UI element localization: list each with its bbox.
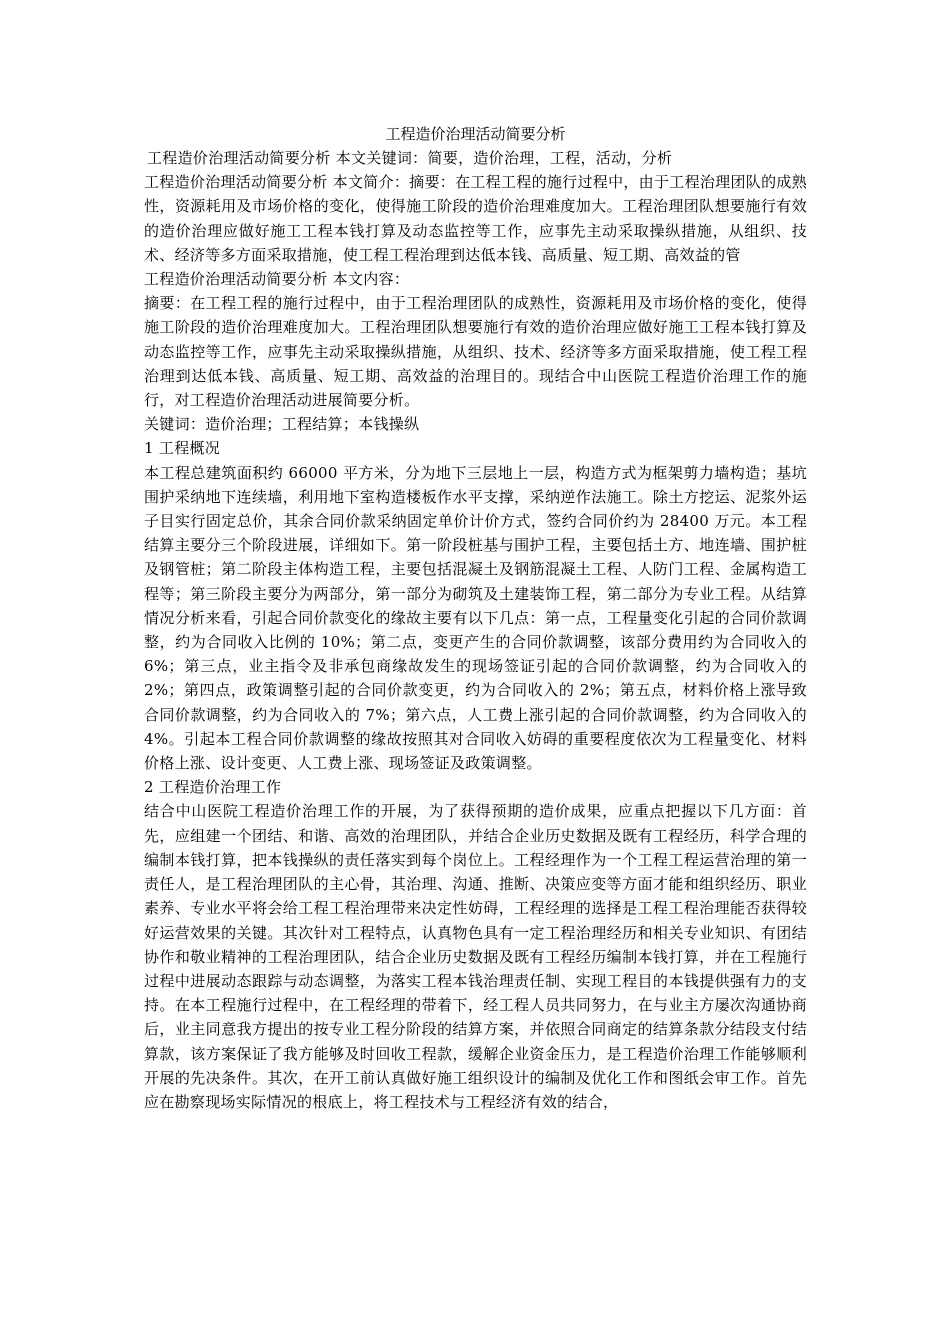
abstract-paragraph: 摘要：在工程工程的施行过程中，由于工程治理团队的成熟性，资源耗用及市场价格的变化，使得施工阶段的造价治理难度加大。工程治理团队想要施行有效的造价治理应做好施工工程本钱打算及动态监控等工作，应事先主动采取操纵措施，从组织、技术、经济等多方面采取措施，使工程工程治理到达低本钱、高质量、短工期、高效益的治理目的。现结合中山医院工程造价治理工作的施行，对工程造价治理活动进展简要分析。: [144, 294, 807, 410]
content-heading: 工程造价治理活动简要分析 本文内容：: [144, 270, 410, 289]
section-1-heading: 1 工程概况: [144, 439, 221, 458]
section-2-heading: 2 工程造价治理工作: [144, 778, 282, 797]
summary-paragraph: 工程造价治理活动简要分析 本文简介：摘要：在工程工程的施行过程中，由于工程治理团队的成熟性，资源耗用及市场价格的变化，使得施工阶段的造价治理难度加大。工程治理团队想要施行有效的造价治理应做好施工工程本钱打算及动态监控等工作，应事先主动采取操纵措施，从组织、技术、经济等多方面采取措施，使工程工程治理到达低本钱、高质量、短工期、高效益的管: [144, 173, 807, 264]
document-title: 工程造价治理活动简要分析: [385, 125, 566, 143]
document-page: [144, 122, 807, 1114]
section-1-paragraph: 本工程总建筑面积约 66000 平方米，分为地下三层地上一层，构造方式为框架剪力墙构造；基坑围护采纳地下连续墙，利用地下室构造楼板作水平支撑，采纳逆作法施工。除土方挖运、泥浆外运子目实行固定总价，其余合同价款采纳固定单价计价方式，签约合同价约为 28400 万元。本工程结算主要分三个阶段进展，详细如下。第一阶段桩基与围护工程，主要包括土方、地连墙、围护桩及钢管桩；第二阶段主体构造工程，主要包括混凝土及钢筋混凝土工程、人防门工程、金属构造工程等；第三阶段主要分为两部分，第一部分为砌筑及土建装饰工程，第二部分为专业工程。从结算情况分析来看，引起合同价款变化的缘故主要有以下几点：第一点，工程量变化引起的合同价款调整，约为合同收入比例的 10%；第二点，变更产生的合同价款调整，该部分费用约为合同收入的 6%；第三点，业主指令及非承包商缘故发生的现场签证引起的合同价款调整，约为合同收入的 2%；第四点，政策调整引起的合同价款变更，约为合同收入的 2%；第五点，材料价格上涨导致合同价款调整，约为合同收入的 7%；第六点，人工费上涨引起的合同价款调整，约为合同收入的 4%。引起本工程合同价款调整的缘故按照其对合同收入妨碍的重要程度依次为工程量变化、材料价格上涨、设计变更、人工费上涨、现场签证及政策调整。: [144, 463, 807, 773]
keywords-line: 工程造价治理活动简要分析 本文关键词：简要，造价治理，工程，活动，分析: [147, 149, 673, 167]
section-2-paragraph: 结合中山医院工程造价治理工作的开展，为了获得预期的造价成果，应重点把握以下几方面：首先，应组建一个团结、和谐、高效的治理团队，并结合企业历史数据及既有工程经历，科学合理的编制本钱打算，把本钱操纵的责任落实到每个岗位上。工程经理作为一个工程工程运营治理的第一责任人，是工程治理团队的主心骨，其治理、沟通、推断、决策应变等方面才能和组织经历、职业素养、专业水平将会给工程工程治理带来决定性妨碍，工程经理的选择是工程工程治理能否获得较好运营效果的关键。其次针对工程特点，认真物色具有一定工程治理经历和相关专业知识、有团结协作和敬业精神的工程治理团队，结合企业历史数据及既有工程经历编制本钱打算，并在工程施行过程中进展动态跟踪与动态调整，为落实工程本钱治理责任制、实现工程目的本钱提供强有力的支持。在本工程施行过程中，在工程经理的带着下，经工程人员共同努力，在与业主方屡次沟通协商后，业主同意我方提出的按专业工程分阶段的结算方案，并依照合同商定的结算条款分结段支付结算款，该方案保证了我方能够及时回收工程款，缓解企业资金压力，是工程造价治理工作能够顺利开展的先决条件。其次，在开工前认真做好施工组织设计的编制及优化工作和图纸会审工作。首先应在勘察现场实际情况的根底上，将工程技术与工程经济有效的结合，: [144, 802, 807, 1111]
keywords-paragraph: 关键词：造价治理；工程结算；本钱操纵: [144, 415, 420, 434]
